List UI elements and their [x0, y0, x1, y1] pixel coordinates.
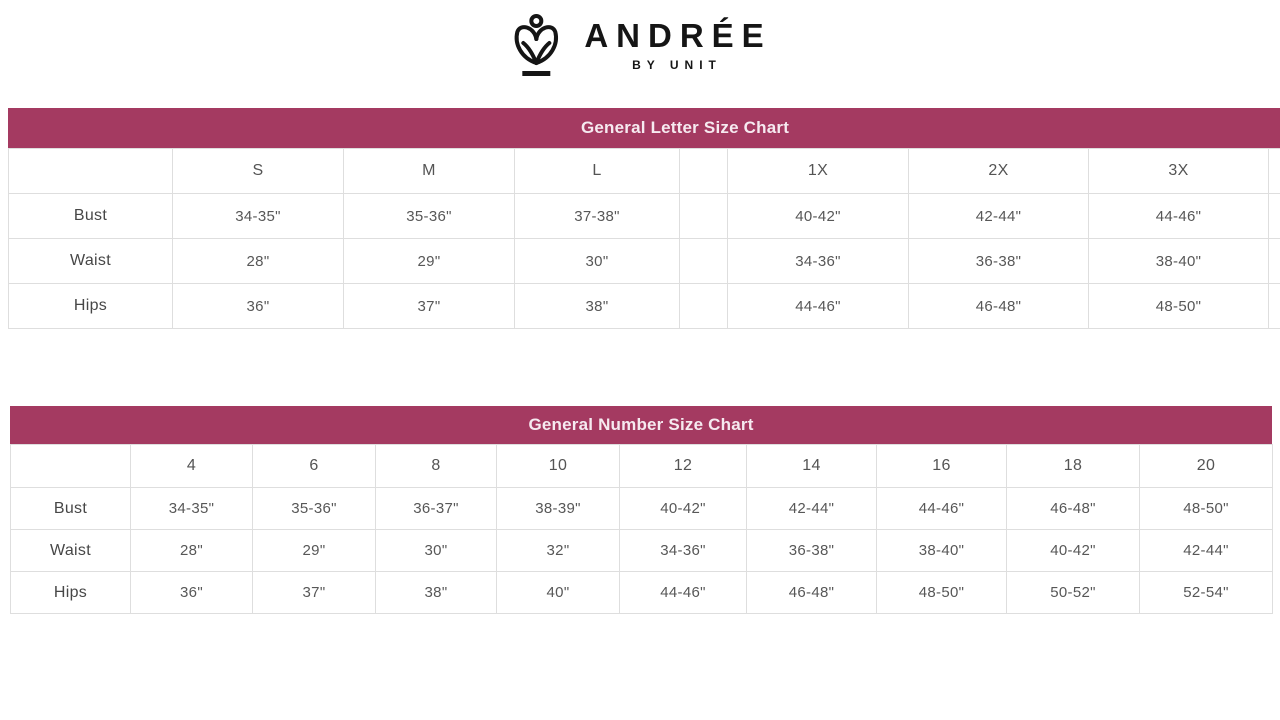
size-column-header: 6 — [253, 445, 376, 488]
measurement-cell: 36-38" — [909, 239, 1089, 284]
number-chart-title: General Number Size Chart — [528, 415, 754, 434]
measurement-row — [9, 239, 1280, 284]
row-label-header — [9, 149, 173, 194]
empty-cell — [680, 194, 728, 239]
measurement-cell: 28" — [131, 530, 253, 572]
measurement-row-label: Waist — [11, 530, 131, 572]
brand-tagline: BY UNIT — [632, 57, 722, 72]
measurement-cell: 48-50" — [1140, 488, 1273, 530]
measurement-cell: 29" — [253, 530, 376, 572]
measurement-cell: 44-46" — [877, 488, 1007, 530]
measurement-cell: 40-42" — [1007, 530, 1140, 572]
measurement-cell: 37" — [253, 572, 376, 614]
measurement-cell: 46-48" — [909, 284, 1089, 329]
measurement-row — [9, 194, 1280, 239]
measurement-cell: 42-44" — [1140, 530, 1273, 572]
size-column-header: 2X — [909, 149, 1089, 194]
measurement-cell: 29" — [344, 239, 515, 284]
column-header-row — [9, 149, 1280, 194]
measurement-row-label: Bust — [11, 488, 131, 530]
measurement-cell: 48-50" — [877, 572, 1007, 614]
tulip-icon — [508, 12, 564, 78]
measurement-cell: 37-38" — [515, 194, 680, 239]
measurement-cell: 44-46" — [728, 284, 909, 329]
size-column-header: 14 — [747, 445, 877, 488]
size-column-header: 10 — [497, 445, 620, 488]
size-column-header: S — [173, 149, 344, 194]
number-chart-title-bar — [10, 406, 1272, 444]
measurement-cell: 38-40" — [1089, 239, 1269, 284]
size-column-header: 1X — [728, 149, 909, 194]
measurement-cell: 38" — [515, 284, 680, 329]
brand-name: ANDRÉE — [584, 17, 772, 55]
number-size-table — [10, 444, 1273, 614]
measurement-cell: 46-48" — [1007, 488, 1140, 530]
size-column-header: 12 — [620, 445, 747, 488]
measurement-cell: 36" — [173, 284, 344, 329]
number-size-chart — [10, 406, 1272, 614]
measurement-row-label: Hips — [9, 284, 173, 329]
row-label-header — [11, 445, 131, 488]
measurement-row — [11, 530, 1273, 572]
measurement-row — [9, 284, 1280, 329]
size-column-header: 4 — [131, 445, 253, 488]
measurement-cell: 34-35" — [131, 488, 253, 530]
measurement-cell: 42-44" — [909, 194, 1089, 239]
letter-chart-title-bar — [8, 108, 1280, 148]
measurement-cell: 38" — [376, 572, 497, 614]
measurement-cell: 36-37" — [376, 488, 497, 530]
measurement-cell: 42-44" — [747, 488, 877, 530]
letter-chart-title: General Letter Size Chart — [580, 118, 790, 137]
measurement-cell: 30" — [376, 530, 497, 572]
measurement-cell: 40" — [497, 572, 620, 614]
measurement-cell: 38-40" — [877, 530, 1007, 572]
measurement-row-label: Hips — [11, 572, 131, 614]
measurement-cell: 36-38" — [747, 530, 877, 572]
measurement-cell: 40-42" — [728, 194, 909, 239]
size-column-header: 16 — [877, 445, 1007, 488]
measurement-row-label: Bust — [9, 194, 173, 239]
size-column-header: M — [344, 149, 515, 194]
measurement-cell: 36" — [131, 572, 253, 614]
empty-header-cell — [680, 149, 728, 194]
measurement-cell: 30" — [515, 239, 680, 284]
measurement-cell: 34-35" — [173, 194, 344, 239]
empty-header-cell — [1269, 149, 1280, 194]
measurement-row — [11, 572, 1273, 614]
measurement-row — [11, 488, 1273, 530]
size-column-header: 18 — [1007, 445, 1140, 488]
empty-cell — [1269, 239, 1280, 284]
measurement-cell: 34-36" — [620, 530, 747, 572]
measurement-row-label: Waist — [9, 239, 173, 284]
empty-cell — [680, 239, 728, 284]
size-column-header: L — [515, 149, 680, 194]
column-header-row — [11, 445, 1273, 488]
size-column-header: 8 — [376, 445, 497, 488]
measurement-cell: 44-46" — [620, 572, 747, 614]
letter-size-chart — [8, 108, 1280, 329]
measurement-cell: 48-50" — [1089, 284, 1269, 329]
measurement-cell: 32" — [497, 530, 620, 572]
empty-cell — [680, 284, 728, 329]
size-column-header: 20 — [1140, 445, 1273, 488]
measurement-cell: 44-46" — [1089, 194, 1269, 239]
letter-size-table — [8, 148, 1280, 329]
brand-logo — [508, 12, 771, 78]
size-column-header: 3X — [1089, 149, 1269, 194]
measurement-cell: 38-39" — [497, 488, 620, 530]
measurement-cell: 52-54" — [1140, 572, 1273, 614]
measurement-cell: 46-48" — [747, 572, 877, 614]
empty-cell — [1269, 284, 1280, 329]
measurement-cell: 50-52" — [1007, 572, 1140, 614]
measurement-cell: 37" — [344, 284, 515, 329]
measurement-cell: 35-36" — [344, 194, 515, 239]
empty-cell — [1269, 194, 1280, 239]
measurement-cell: 35-36" — [253, 488, 376, 530]
measurement-cell: 28" — [173, 239, 344, 284]
measurement-cell: 40-42" — [620, 488, 747, 530]
measurement-cell: 34-36" — [728, 239, 909, 284]
